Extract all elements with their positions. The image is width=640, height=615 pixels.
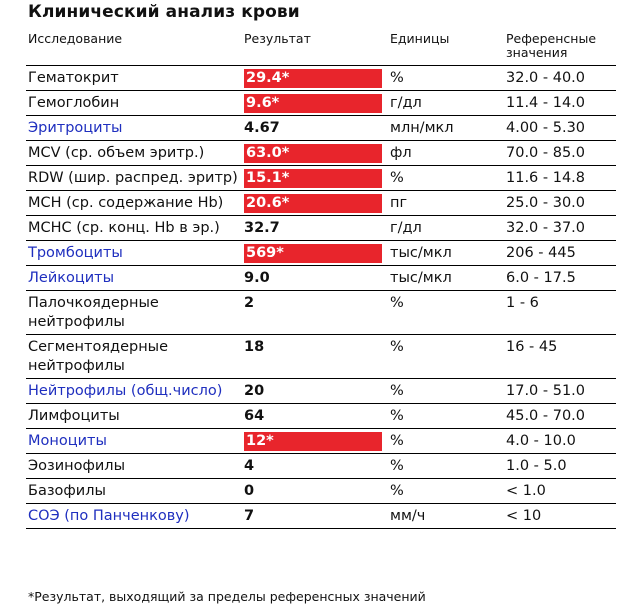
test-name: Эозинофилы	[26, 454, 242, 479]
test-name-link[interactable]: Нейтрофилы (общ.число)	[26, 379, 242, 404]
reference-range-cell: 6.0 - 17.5	[504, 266, 616, 291]
result-cell	[242, 291, 388, 335]
reference-range-cell: < 10	[504, 504, 616, 529]
table-row	[26, 191, 616, 216]
result-cell	[242, 266, 388, 291]
test-name: Гематокрит	[26, 66, 242, 91]
reference-range-cell: 16 - 45	[504, 335, 616, 379]
reference-range-cell: 1 - 6	[504, 291, 616, 335]
units-cell: %	[388, 429, 504, 454]
result-value: 4.67	[244, 120, 280, 136]
units-cell: тыс/мкл	[388, 241, 504, 266]
out-of-range-result: 9.6*	[244, 94, 382, 113]
table-row	[26, 216, 616, 241]
table-row	[26, 504, 616, 529]
result-cell	[242, 379, 388, 404]
reference-range-cell: < 1.0	[504, 479, 616, 504]
units-cell: г/дл	[388, 91, 504, 116]
reference-range-cell: 32.0 - 40.0	[504, 66, 616, 91]
units-cell: тыс/мкл	[388, 266, 504, 291]
column-header-result: Результат	[242, 30, 388, 66]
table-row	[26, 379, 616, 404]
result-cell	[242, 479, 388, 504]
result-cell	[242, 241, 388, 266]
units-cell: %	[388, 166, 504, 191]
test-name: MCV (ср. объем эритр.)	[26, 141, 242, 166]
reference-range-cell: 4.00 - 5.30	[504, 116, 616, 141]
column-header-units: Единицы	[388, 30, 504, 66]
result-value: 2	[244, 295, 255, 311]
reference-range-cell: 11.6 - 14.8	[504, 166, 616, 191]
units-cell: мм/ч	[388, 504, 504, 529]
test-name-link[interactable]: Тромбоциты	[26, 241, 242, 266]
units-cell: %	[388, 66, 504, 91]
test-name-link[interactable]: Лейкоциты	[26, 266, 242, 291]
units-cell: %	[388, 291, 504, 335]
reference-range-cell: 45.0 - 70.0	[504, 404, 616, 429]
test-name: RDW (шир. распред. эритр)	[26, 166, 242, 191]
result-value: 64	[244, 408, 265, 424]
table-row	[26, 141, 616, 166]
units-cell: пг	[388, 191, 504, 216]
result-cell	[242, 335, 388, 379]
test-name: Лимфоциты	[26, 404, 242, 429]
results-table-body	[26, 66, 616, 529]
out-of-range-result: 12*	[244, 432, 382, 451]
result-cell	[242, 429, 388, 454]
table-row	[26, 241, 616, 266]
table-row	[26, 454, 616, 479]
result-value: 9.0	[244, 270, 270, 286]
result-value: 18	[244, 339, 265, 355]
result-value: 7	[244, 508, 255, 524]
table-header-row	[26, 30, 616, 66]
test-name: MCH (ср. содержание Hb)	[26, 191, 242, 216]
out-of-range-result: 569*	[244, 244, 382, 263]
result-value: 20	[244, 383, 265, 399]
result-value: 32.7	[244, 220, 280, 236]
out-of-range-result: 20.6*	[244, 194, 382, 213]
test-name: MCHC (ср. конц. Hb в эр.)	[26, 216, 242, 241]
table-row	[26, 429, 616, 454]
table-row	[26, 66, 616, 91]
result-cell	[242, 91, 388, 116]
test-name: Сегментоядерные нейтрофилы	[26, 335, 242, 379]
units-cell: млн/мкл	[388, 116, 504, 141]
column-header-reference: Референсные значения	[504, 30, 616, 66]
result-cell	[242, 66, 388, 91]
out-of-range-result: 63.0*	[244, 144, 382, 163]
table-row	[26, 166, 616, 191]
table-row	[26, 479, 616, 504]
table-row	[26, 335, 616, 379]
column-header-test: Исследование	[26, 30, 242, 66]
result-cell	[242, 404, 388, 429]
test-name-link[interactable]: Моноциты	[26, 429, 242, 454]
reference-range-cell: 206 - 445	[504, 241, 616, 266]
reference-range-cell: 32.0 - 37.0	[504, 216, 616, 241]
reference-range-cell: 25.0 - 30.0	[504, 191, 616, 216]
reference-range-cell: 4.0 - 10.0	[504, 429, 616, 454]
test-name: Базофилы	[26, 479, 242, 504]
test-name-link[interactable]: Эритроциты	[26, 116, 242, 141]
reference-range-cell: 17.0 - 51.0	[504, 379, 616, 404]
table-row	[26, 404, 616, 429]
result-cell	[242, 216, 388, 241]
out-of-range-result: 15.1*	[244, 169, 382, 188]
result-cell	[242, 141, 388, 166]
reference-range-cell: 11.4 - 14.0	[504, 91, 616, 116]
units-cell: %	[388, 404, 504, 429]
results-table	[26, 30, 616, 529]
result-cell	[242, 191, 388, 216]
result-value: 4	[244, 458, 255, 474]
result-cell	[242, 454, 388, 479]
test-name: Палочкоядерные нейтрофилы	[26, 291, 242, 335]
result-value: 0	[244, 483, 255, 499]
units-cell: %	[388, 379, 504, 404]
page-title: Клинический анализ крови	[28, 2, 300, 22]
table-row	[26, 116, 616, 141]
reference-range-cell: 70.0 - 85.0	[504, 141, 616, 166]
reference-range-cell: 1.0 - 5.0	[504, 454, 616, 479]
test-name: Гемоглобин	[26, 91, 242, 116]
footnote: *Результат, выходящий за пределы референсных значений	[28, 589, 426, 604]
result-cell	[242, 504, 388, 529]
units-cell: %	[388, 454, 504, 479]
out-of-range-result: 29.4*	[244, 69, 382, 88]
table-row	[26, 91, 616, 116]
units-cell: фл	[388, 141, 504, 166]
units-cell: г/дл	[388, 216, 504, 241]
result-cell	[242, 166, 388, 191]
units-cell: %	[388, 335, 504, 379]
table-row	[26, 291, 616, 335]
test-name-link[interactable]: СОЭ (по Панченкову)	[26, 504, 242, 529]
table-row	[26, 266, 616, 291]
result-cell	[242, 116, 388, 141]
units-cell: %	[388, 479, 504, 504]
